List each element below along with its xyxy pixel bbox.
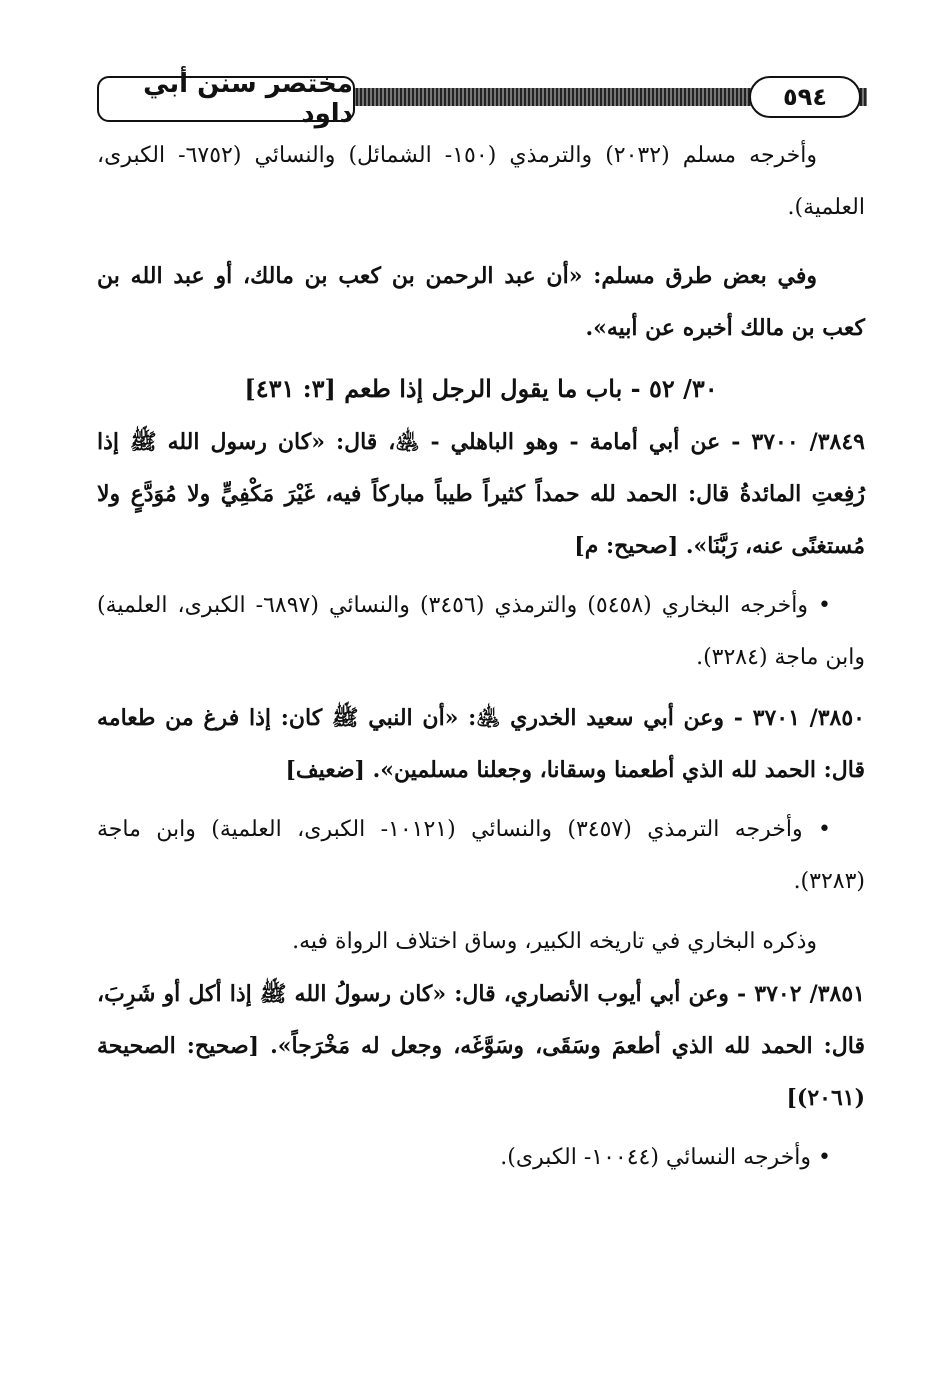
hadith-3850: ٣٨٥٠/ ٣٧٠١ - وعن أبي سعيد الخدري ﵁: «أن النبي ﷺ كان: إذا فرغ من طعامه قال: الحمد لله الذي أطعمنا وسقانا، وجعلنا مسلمين». [ضعيف] (97, 705, 865, 783)
chapter-heading: ٣٠/ ٥٢ - باب ما يقول الرجل إذا طعم [٣: ٤٣١] (244, 374, 718, 403)
takhrij-3849: • وأخرجه البخاري (٥٤٥٨) والترمذي (٣٤٥٦) والنسائي (٦٨٩٧- الكبرى، العلمية) وابن ماجة (٣٢٨٤). (97, 593, 865, 670)
takhrij-paragraph: وأخرجه مسلم (٢٠٣٢) والترمذي (١٥٠- الشمائل) والنسائي (٦٧٥٢- الكبرى، العلمية). (97, 143, 865, 220)
hadith-3849: ٣٨٤٩/ ٣٧٠٠ - عن أبي أمامة - وهو الباهلي - ﵁، قال: «كان رسول الله ﷺ إذا رُفِعتِ المائدةُ قال: الحمد لله حمداً كثيراً طيباً مباركاً فيه، غَيْرَ مَكْفِيٍّ ولا مُوَدَّعٍ ولا مُستغنًى عنه، رَبَّنَا». [صحيح: م] (97, 429, 865, 559)
takhrij-3851: • وأخرجه النسائي (١٠٠٤٤- الكبرى). (500, 1145, 831, 1170)
page-header (97, 69, 867, 129)
page-body (97, 130, 865, 1184)
page-number: ٥٩٤ (749, 76, 861, 118)
takhrij-3850: • وأخرجه الترمذي (٣٤٥٧) والنسائي (١٠١٢١- الكبرى، العلمية) وابن ماجة (٣٢٨٣). (97, 817, 865, 894)
note-paragraph: وفي بعض طرق مسلم: «أن عبد الرحمن بن كعب بن مالك، أو عبد الله بن كعب بن مالك أخبره عن أبيه». (97, 263, 865, 341)
hadith-3851: ٣٨٥١/ ٣٧٠٢ - وعن أبي أيوب الأنصاري، قال: «كان رسولُ الله ﷺ إذا أكل أو شَرِبَ، قال: الحمد لله الذي أطعمَ وسَقَى، وسَوَّغَه، وجعل له مَخْرَجاً». [صحيح: الصحيحة (٢٠٦١)] (97, 981, 865, 1111)
book-title: مختصر سنن أبي داود (97, 76, 355, 122)
note-3850: وذكره البخاري في تاريخه الكبير، وساق اختلاف الرواة فيه. (292, 929, 817, 954)
